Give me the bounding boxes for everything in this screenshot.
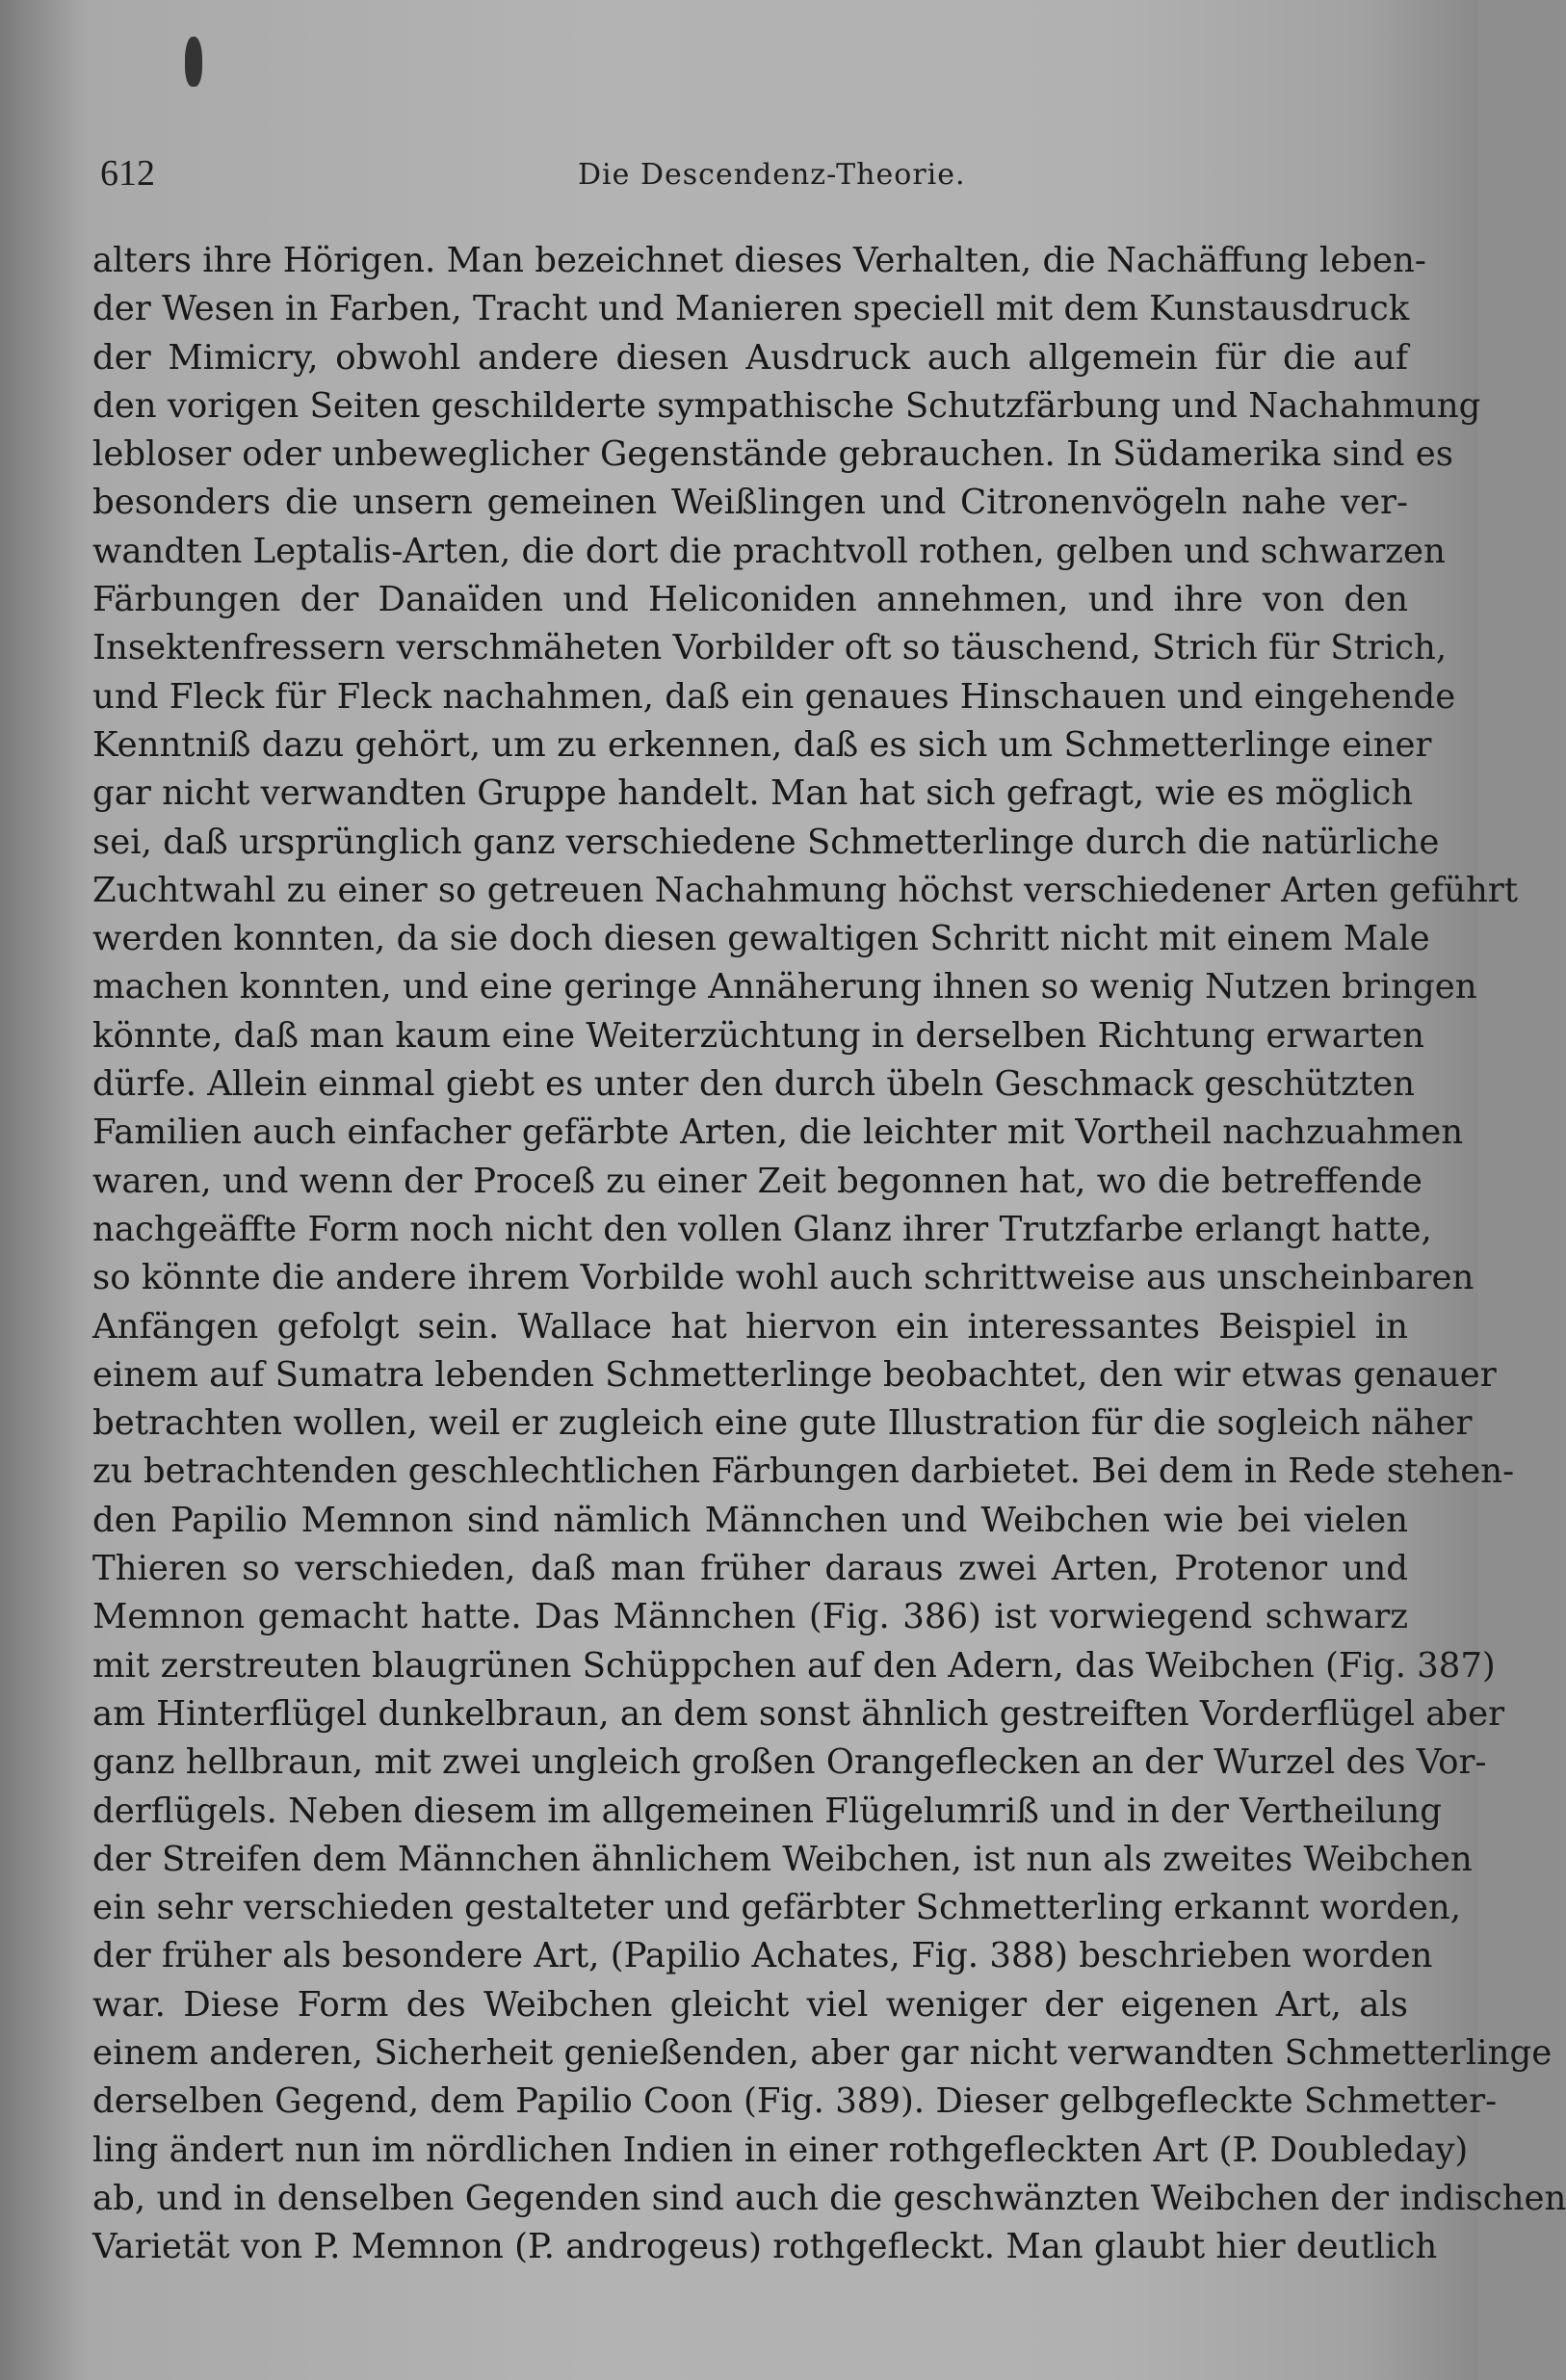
text-line: Memnon gemacht hatte. Das Männchen (Fig. 386) ist vorwiegend schwarz <box>92 1597 1408 1637</box>
text-line: ein sehr verschieden gestalteter und gefärbter Schmetterling erkannt worden, <box>92 1888 1462 1928</box>
text-line: war. Diese Form des Weibchen gleicht viel weniger der eigenen Art, als <box>92 1984 1408 2025</box>
text-line: könnte, daß man kaum eine Weiterzüchtung in derselben Richtung erwarten <box>92 1015 1424 1056</box>
text-line: so könnte die andere ihrem Vorbilde wohl auch schrittweise aus unscheinbaren <box>92 1258 1475 1298</box>
text-line: ganz hellbraun, mit zwei ungleich großen Orangeflecken an der Wurzel des Vor- <box>92 1742 1487 1783</box>
text-line: alters ihre Hörigen. Man bezeichnet dieses Verhalten, die Nachäffung leben- <box>92 241 1426 280</box>
text-line: der Mimicry, obwohl andere diesen Ausdruck auch allgemein für die auf <box>92 337 1408 378</box>
text-line: besonders die unsern gemeinen Weißlingen und Citronenvögeln nahe ver- <box>92 483 1408 523</box>
text-line: Varietät von P. Memnon (P. androgeus) rothgefleckt. Man glaubt hier deutlich <box>92 2227 1438 2267</box>
body-text <box>92 237 1566 2271</box>
text-line: einem anderen, Sicherheit genießenden, aber gar nicht verwandten Schmetterlinge <box>92 2032 1553 2073</box>
text-line: Färbungen der Danaïden und Heliconiden annehmen, und ihre von den <box>92 580 1408 620</box>
text-line: derflügels. Neben diesem im allgemeinen Flügelumriß und in der Vertheilung <box>92 1791 1442 1831</box>
text-line: Familien auch einfacher gefärbte Arten, die leichter mit Vortheil nachzuahmen <box>92 1112 1464 1153</box>
text-line: wandten Leptalis-Arten, die dort die prachtvoll rothen, gelben und schwarzen <box>92 531 1446 571</box>
text-line: zu betrachtenden geschlechtlichen Färbungen darbietet. Bei dem in Rede stehen- <box>92 1452 1515 1492</box>
text-line: lebloser oder unbeweglicher Gegenstände gebrauchen. In Südamerika sind es <box>92 434 1453 475</box>
text-line: derselben Gegend, dem Papilio Coon (Fig. 389). Dieser gelbgefleckte Schmetter- <box>92 2081 1498 2122</box>
page-number: 612 <box>100 153 155 194</box>
ink-blot <box>185 37 202 87</box>
text-line: Zuchtwahl zu einer so getreuen Nachahmung höchst verschiedener Arten geführt <box>92 870 1519 910</box>
text-line: der früher als besondere Art, (Papilio Achates, Fig. 388) beschrieben worden <box>92 1936 1433 1976</box>
text-line: nachgeäffte Form noch nicht den vollen Glanz ihrer Trutzfarbe erlangt hatte, <box>92 1209 1432 1249</box>
text-line: der Wesen in Farben, Tracht und Manieren speciell mit dem Kunstausdruck <box>92 289 1410 329</box>
text-line: machen konnten, und eine geringe Annäherung ihnen so wenig Nutzen bringen <box>92 967 1477 1007</box>
text-line: werden konnten, da sie doch diesen gewaltigen Schritt nicht mit einem Male <box>92 919 1430 959</box>
text-line: gar nicht verwandten Gruppe handelt. Man hat sich gefragt, wie es möglich <box>92 773 1414 814</box>
text-line: Thieren so verschieden, daß man früher daraus zwei Arten, Protenor und <box>92 1549 1408 1589</box>
text-line: und Fleck für Fleck nachahmen, daß ein genaues Hinschauen und eingehende <box>92 676 1456 717</box>
running-title: Die Descendenz-Theorie. <box>578 158 966 192</box>
text-line: einem auf Sumatra lebenden Schmetterlinge beobachtet, den wir etwas genauer <box>92 1354 1497 1395</box>
text-line: mit zerstreuten blaugrünen Schüppchen auf den Adern, das Weibchen (Fig. 387) <box>92 1645 1496 1686</box>
text-line: am Hinterflügel dunkelbraun, an dem sonst ähnlich gestreiften Vorderflügel aber <box>92 1693 1505 1734</box>
text-line: sei, daß ursprünglich ganz verschiedene Schmetterlinge durch die natürliche <box>92 822 1440 862</box>
text-line: betrachten wollen, weil er zugleich eine gute Illustration für die sogleich näher <box>92 1403 1473 1444</box>
text-line: waren, und wenn der Proceß zu einer Zeit begonnen hat, wo die betreffende <box>92 1161 1422 1201</box>
text-line: der Streifen dem Männchen ähnlichem Weibchen, ist nun als zweites Weibchen <box>92 1839 1473 1879</box>
text-line: den vorigen Seiten geschilderte sympathische Schutzfärbung und Nachahmung <box>92 385 1481 426</box>
text-line: Anfängen gefolgt sein. Wallace hat hiervon ein interessantes Beispiel in <box>92 1306 1408 1347</box>
text-line: ling ändert nun im nördlichen Indien in einer rothgefleckten Art (P. Doubleday) <box>92 2130 1469 2170</box>
text-line: Insektenfressern verschmäheten Vorbilder oft so täuschend, Strich für Strich, <box>92 628 1448 668</box>
running-head <box>96 152 1406 210</box>
text-line: den Papilio Memnon sind nämlich Männchen und Weibchen wie bei vielen <box>92 1500 1408 1540</box>
text-line: Kenntniß dazu gehört, um zu erkennen, daß es sich um Schmetterlinge einer <box>92 724 1432 765</box>
text-line: ab, und in denselben Gegenden sind auch die geschwänzten Weibchen der indischen <box>92 2178 1566 2218</box>
text-line: dürfe. Allein einmal giebt es unter den durch übeln Geschmack geschützten <box>92 1064 1416 1105</box>
